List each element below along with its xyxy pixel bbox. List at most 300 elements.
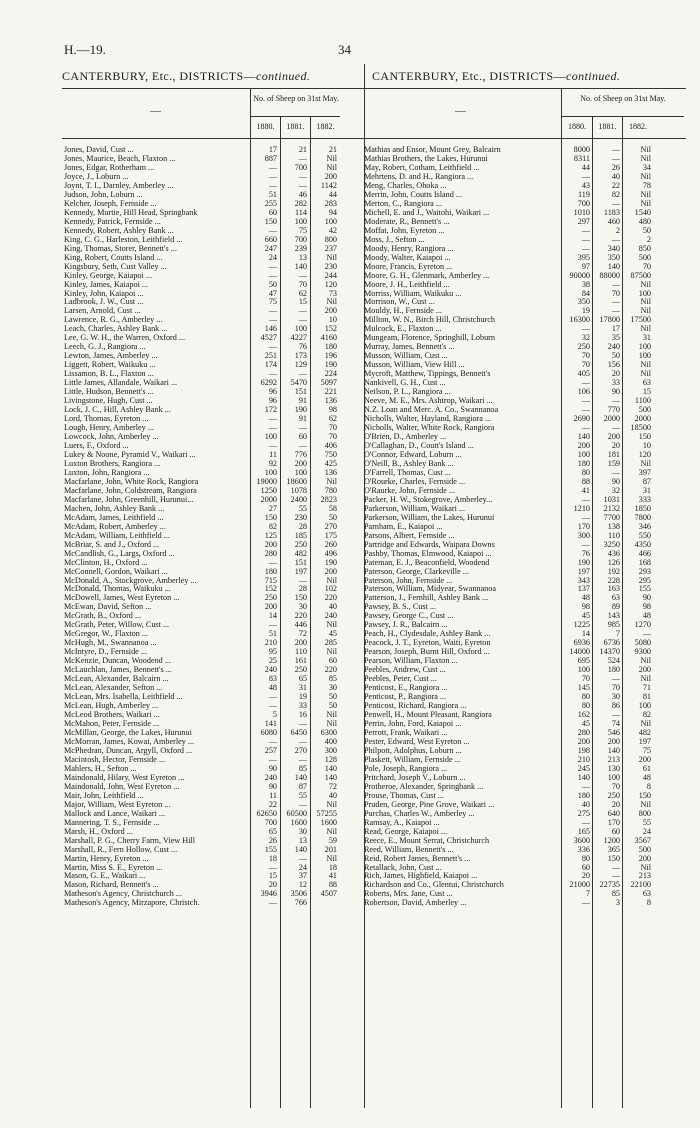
sheep-1881: 60 — [298, 432, 307, 441]
page-number: 34 — [338, 42, 351, 57]
table-row — [64, 584, 364, 593]
owner-name: Peacock, J. T., Eyreton, Waiti, Eyreton — [364, 638, 491, 648]
owner-name: Musson, William, View Hill ... — [364, 360, 465, 370]
owner-name: McPhedran, Duncan, Argyll, Oxford ... — [64, 745, 193, 755]
sheep-1880: 98 — [581, 602, 590, 612]
sheep-1882: 346 — [638, 521, 651, 531]
sheep-1880: 6080 — [260, 727, 277, 737]
owner-name: Nicholls, Walter, White Rock, Rangiora — [364, 423, 495, 433]
sheep-1882: 1850 — [634, 503, 651, 513]
sheep-1881: 24 — [298, 862, 307, 872]
sheep-1882: 780 — [324, 485, 337, 495]
table-row — [364, 199, 684, 208]
sheep-1880: 75 — [268, 297, 277, 307]
sheep-1882: 30 — [328, 683, 337, 693]
owner-name: Jones, Edgar, Rotherham ... — [64, 162, 155, 172]
owner-name: Nicholls, Walter, Hayland, Rangiora ... — [364, 414, 492, 424]
owner-name: Parkerson, William, the Lakes, Hurunui — [364, 512, 495, 522]
owner-name: Macintosh, Hector, Fernside ... — [64, 754, 166, 764]
sheep-1880: 146 — [264, 324, 277, 334]
sheep-1880: 3946 — [260, 889, 277, 899]
sheep-1880: 14 — [581, 629, 590, 639]
table-row — [364, 333, 684, 342]
owner-name: Parkerson, William, Waikari ... — [364, 503, 466, 513]
sheep-1882: Nil — [640, 324, 651, 334]
sheep-1880: 44 — [581, 162, 590, 172]
sheep-1881: 75 — [298, 225, 307, 235]
page-reference: H.—19. — [64, 42, 106, 57]
table-row — [64, 459, 364, 468]
sheep-1882: 70 — [642, 261, 651, 271]
table-row — [364, 593, 684, 602]
sheep-1880: 172 — [264, 405, 277, 415]
sheep-1880: — — [268, 440, 277, 450]
table-row — [364, 558, 684, 567]
sheep-1880: 190 — [577, 557, 590, 567]
sheep-1880: 60 — [268, 207, 277, 217]
sheep-1881: 46 — [298, 189, 307, 199]
right-year-1882: 1882. — [629, 122, 647, 131]
table-row — [64, 558, 364, 567]
sheep-1882: 201 — [324, 844, 337, 854]
sheep-1881: — — [611, 279, 620, 289]
sheep-1882: Nil — [640, 145, 651, 154]
owner-name: McLauchlan, James, Bennett's ... — [64, 665, 172, 675]
sheep-1882: Nil — [326, 476, 337, 486]
owner-name: Morrison, W., Cust ... — [364, 297, 435, 307]
sheep-1881: 200 — [607, 736, 620, 746]
sheep-1882: 120 — [638, 449, 651, 459]
sheep-1880: — — [581, 898, 590, 908]
sheep-1881: 230 — [294, 512, 307, 522]
sheep-1882: 230 — [324, 261, 337, 271]
owner-name: Lewton, James, Amberley ... — [64, 351, 158, 361]
owner-name: O'Farrell, Thomas, Cust ... — [364, 467, 451, 477]
sheep-1880: 695 — [577, 656, 590, 666]
owner-name: Kinley, George, Kaiapoi ... — [64, 270, 152, 280]
sheep-1882: 140 — [324, 763, 337, 773]
sheep-1880: 90000 — [569, 270, 590, 280]
sheep-1880: — — [268, 342, 277, 352]
sheep-1882: 136 — [324, 396, 337, 406]
owner-name: Kinley, James, Kaiapoi ... — [64, 279, 149, 289]
table-row — [64, 889, 364, 898]
table-row — [364, 351, 684, 360]
sheep-1881: 129 — [294, 360, 307, 370]
table-row — [64, 773, 364, 782]
table-row — [64, 208, 364, 217]
sheep-1881: — — [298, 306, 307, 316]
owner-name: Morriss, William, Waikuku ... — [364, 288, 462, 298]
sheep-1880: 145 — [577, 683, 590, 693]
owner-name: Robertson, David, Amberley ... — [364, 898, 467, 908]
sheep-1881: 130 — [607, 763, 620, 773]
owner-name: Mallock and Lance, Waikari ... — [64, 808, 166, 818]
table-row — [64, 827, 364, 836]
sheep-1881: 250 — [294, 665, 307, 675]
owner-name: King, Thomas, Storer, Bennett's ... — [64, 243, 177, 253]
sheep-1881: 1600 — [290, 817, 307, 827]
sheep-1880: 80 — [581, 853, 590, 863]
sheep-1880: 32 — [581, 333, 590, 343]
sheep-1881: 90 — [611, 387, 620, 397]
sheep-1880: 300 — [577, 530, 590, 540]
owner-name: Packer, H. W., Stokegrove, Amberley... — [364, 494, 493, 504]
owner-name: Martin, Henry, Eyreton ... — [64, 853, 149, 863]
owner-name: Ladbrook, J. W., Cust ... — [64, 297, 144, 307]
owner-name: Roberts, Mrs. Jane, Cust ... — [364, 889, 453, 899]
sheep-1880: 245 — [577, 763, 590, 773]
table-row — [64, 172, 364, 181]
sheep-1881: 82 — [611, 189, 620, 199]
sheep-1880: 1010 — [573, 207, 590, 217]
sheep-1881: 70 — [611, 683, 620, 693]
owner-name: McIntyre, D., Fernside ... — [64, 647, 147, 657]
table-row — [64, 423, 364, 432]
sheep-1880: 100 — [264, 467, 277, 477]
right-name-header: — — [455, 105, 466, 117]
owner-name: Lissamon, B. L., Flaxton ... — [64, 369, 154, 379]
sheep-1882: 59 — [328, 835, 337, 845]
table-row — [364, 405, 684, 414]
sheep-1882: 293 — [638, 566, 651, 576]
table-row — [64, 656, 364, 665]
sheep-1880: 2690 — [573, 414, 590, 424]
right-year-1881: 1881. — [598, 122, 617, 131]
table-row — [364, 181, 684, 190]
sheep-1882: 550 — [638, 530, 651, 540]
table-row — [364, 432, 684, 441]
owner-name: Retallack, John, Cust ... — [364, 862, 442, 872]
sheep-1880: 100 — [577, 449, 590, 459]
table-row — [364, 701, 684, 710]
sheep-1882: 750 — [324, 449, 337, 459]
sheep-1881: 700 — [294, 234, 307, 244]
sheep-1881: 21 — [298, 145, 307, 154]
table-row — [64, 692, 364, 701]
sheep-1880: — — [268, 225, 277, 235]
sheep-1880: 43 — [581, 180, 590, 190]
sheep-1881: 3506 — [290, 889, 307, 899]
sheep-1880: 170 — [577, 521, 590, 531]
sheep-1880: 257 — [264, 745, 277, 755]
owner-name: May, Robert, Cotham, Leithfield ... — [364, 162, 480, 172]
sheep-1881: 1183 — [603, 207, 620, 217]
table-row — [64, 531, 364, 540]
owner-name: Pashby, Thomas, Elmwood, Kaiapoi ... — [364, 548, 492, 558]
sheep-1880: 82 — [268, 521, 277, 531]
sheep-1882: 168 — [638, 557, 651, 567]
sheep-1880: 165 — [577, 826, 590, 836]
sheep-1881: 35 — [611, 333, 620, 343]
table-row — [64, 701, 364, 710]
sheep-1881: 87 — [298, 781, 307, 791]
table-row — [364, 728, 684, 737]
table-row — [364, 647, 684, 656]
table-row — [364, 235, 684, 244]
sheep-1882: 295 — [638, 575, 651, 585]
sheep-1880: 27 — [268, 503, 277, 513]
sheep-1880: 660 — [264, 234, 277, 244]
sheep-1881: 446 — [294, 620, 307, 630]
left-column-title — [62, 69, 310, 84]
table-row — [64, 414, 364, 423]
sheep-1882: 55 — [642, 817, 651, 827]
table-row — [364, 602, 684, 611]
sheep-1881: — — [298, 270, 307, 280]
sheep-1881: — — [611, 674, 620, 684]
sheep-1882: 100 — [638, 342, 651, 352]
table-row — [64, 378, 364, 387]
table-row — [64, 432, 364, 441]
sheep-1880: 88 — [581, 476, 590, 486]
table-row — [64, 297, 364, 306]
sheep-1880: 80 — [581, 467, 590, 477]
sheep-1881: 86 — [611, 701, 620, 711]
sheep-1882: 175 — [324, 530, 337, 540]
sheep-1882: Nil — [640, 369, 651, 379]
owner-name: O'Brien, D., Amberley ... — [364, 432, 447, 441]
table-row — [64, 181, 364, 190]
table-row — [364, 854, 684, 863]
table-row — [64, 800, 364, 809]
left-title-main: CANTERBURY, Etc., DISTRICTS— — [62, 69, 256, 83]
sheep-1880: — — [581, 817, 590, 827]
sheep-1880: 16300 — [569, 315, 590, 325]
table-row — [64, 468, 364, 477]
left-years-rule — [250, 116, 340, 117]
sheep-1881: 766 — [294, 898, 307, 908]
sheep-1881: 100 — [294, 216, 307, 226]
owner-name: Lowcock, John, Amberley ... — [64, 432, 159, 441]
sheep-1881: 150 — [607, 853, 620, 863]
sheep-1880: 90 — [268, 781, 277, 791]
sheep-1881: 250 — [607, 790, 620, 800]
sheep-1882: Nil — [640, 674, 651, 684]
sheep-1881: 90 — [611, 476, 620, 486]
owner-name: Patterson, J., Fernhill, Ashley Bank ... — [364, 593, 489, 603]
sheep-1881: — — [611, 306, 620, 316]
sheep-1880: — — [268, 369, 277, 379]
table-row — [64, 728, 364, 737]
sheep-1882: Nil — [326, 719, 337, 728]
owner-name: Pearson, William, Flaxton ... — [364, 656, 458, 666]
sheep-1880: — — [268, 180, 277, 190]
owner-name: McMahon, Peter, Fernside ... — [64, 719, 160, 728]
sheep-1881: 163 — [607, 584, 620, 594]
sheep-1882: 150 — [638, 790, 651, 800]
sheep-1880: — — [268, 898, 277, 908]
sheep-1881: 250 — [294, 539, 307, 549]
sheep-1881: 365 — [607, 844, 620, 854]
sheep-1880: 26 — [268, 835, 277, 845]
sheep-1881: 22 — [611, 180, 620, 190]
sheep-1880: 25 — [268, 656, 277, 666]
sheep-1880: — — [581, 494, 590, 504]
sheep-1881: 62 — [298, 288, 307, 298]
sheep-1880: 80 — [581, 692, 590, 702]
sheep-1881: 239 — [294, 243, 307, 253]
owner-name: Parsons, Albert, Fernside ... — [364, 530, 455, 540]
sheep-1882: 63 — [642, 378, 651, 388]
sheep-1880: 280 — [577, 727, 590, 737]
sheep-1882: 82 — [642, 710, 651, 720]
sheep-1882: 40 — [328, 790, 337, 800]
sheep-1880: 20 — [581, 871, 590, 881]
sheep-1881: 33 — [298, 701, 307, 711]
sheep-1881: 20 — [611, 440, 620, 450]
owner-name: Marshall, R., Fern Hollow, Cust ... — [64, 844, 178, 854]
table-row — [64, 199, 364, 208]
sheep-1881: — — [611, 145, 620, 154]
sheep-1881: 776 — [294, 449, 307, 459]
sheep-1880: — — [268, 261, 277, 271]
right-title-main: CANTERBURY, Etc., DISTRICTS— — [372, 69, 566, 83]
owner-name: Merton, C., Rangiora ... — [364, 198, 442, 208]
sheep-1881: 228 — [607, 575, 620, 585]
owner-name: Moffat, John, Eyreton ... — [364, 225, 445, 235]
sheep-1881: 6450 — [290, 727, 307, 737]
sheep-1881: 14370 — [599, 647, 620, 657]
sheep-1882: 800 — [324, 234, 337, 244]
table-row — [364, 253, 684, 262]
sheep-1882: 136 — [324, 467, 337, 477]
sheep-1882: 1540 — [634, 207, 651, 217]
table-row — [364, 845, 684, 854]
sheep-1882: 2 — [646, 234, 651, 244]
sheep-1882: 48 — [642, 772, 651, 782]
sheep-1882: Nil — [640, 279, 651, 289]
owner-name: Richardson and Co., Glentui, Christchurch — [364, 880, 504, 890]
table-row — [364, 746, 684, 755]
owner-name: Parnham, E., Kaiapoi ... — [364, 521, 443, 531]
sheep-1880: — — [268, 557, 277, 567]
sheep-1880: 17 — [268, 145, 277, 154]
owner-name: Mannering, T. S., Fernside ... — [64, 817, 160, 827]
table-row — [64, 522, 364, 531]
sheep-1882: 100 — [638, 701, 651, 711]
table-row — [364, 576, 684, 585]
owner-name: Paterson, William, Midyear, Swannanoa — [364, 584, 496, 594]
table-row — [364, 495, 684, 504]
sheep-1882: 200 — [324, 171, 337, 181]
owner-name: Machen, John, Ashley Bank ... — [64, 503, 165, 513]
owner-name: McMillan, George, the Lakes, Hurunui — [64, 727, 192, 737]
table-row — [64, 154, 364, 163]
sheep-1882: 400 — [324, 736, 337, 746]
table-row — [64, 495, 364, 504]
table-row — [364, 782, 684, 791]
sheep-1881: — — [611, 198, 620, 208]
table-row — [364, 369, 684, 378]
sheep-1882: 48 — [642, 611, 651, 621]
sheep-1880: — — [581, 423, 590, 433]
sheep-1880: — — [268, 754, 277, 764]
sheep-1880: 180 — [577, 790, 590, 800]
owner-name: McLean, Alexander, Balcairn ... — [64, 674, 169, 684]
sheep-1881: 140 — [294, 772, 307, 782]
sheep-1881: 50 — [611, 351, 620, 361]
table-row — [64, 871, 364, 880]
sheep-1880: 700 — [264, 817, 277, 827]
table-row — [64, 396, 364, 405]
sheep-1882: 500 — [638, 844, 651, 854]
table-row — [364, 360, 684, 369]
right-column-title — [372, 69, 620, 84]
sheep-1880: 200 — [577, 736, 590, 746]
owner-name: McGrath, Peter, Willow, Cust ... — [64, 620, 170, 630]
table-row — [64, 647, 364, 656]
table-row — [364, 387, 684, 396]
sheep-1880: 297 — [577, 216, 590, 226]
sheep-1882: 200 — [324, 566, 337, 576]
sheep-1880: 19 — [581, 306, 590, 316]
sheep-1881: 7 — [615, 629, 620, 639]
sheep-1882: Nil — [640, 153, 651, 163]
owner-name: Neilson, P. L., Rangiora ... — [364, 387, 451, 397]
sheep-1880: 343 — [577, 575, 590, 585]
owner-name: Pruden, George, Pine Grove, Waikari ... — [364, 799, 495, 809]
owner-name: Kennedy, Murtie, Hill Head, Springbank — [64, 207, 198, 217]
table-row — [64, 764, 364, 773]
sheep-1882: 22100 — [630, 880, 651, 890]
owner-name: Lough, Henry, Amberley ... — [64, 423, 154, 433]
table-row — [364, 486, 684, 495]
sheep-1882: 9300 — [634, 647, 651, 657]
sheep-1882: 800 — [638, 808, 651, 818]
sheep-1881: 31 — [298, 683, 307, 693]
sheep-1882: 71 — [642, 683, 651, 693]
table-row — [64, 746, 364, 755]
sheep-1882: — — [642, 629, 651, 639]
sheep-1880: 70 — [581, 351, 590, 361]
sheep-1880: 8311 — [573, 153, 590, 163]
sheep-1880: 62650 — [256, 808, 277, 818]
owner-name: Mehrtens, D. and H., Rangiora ... — [364, 171, 474, 181]
sheep-1881: 159 — [607, 458, 620, 468]
owner-name: McAdam, William, Leithfield ... — [64, 530, 170, 540]
table-row — [64, 791, 364, 800]
sheep-1881: 2132 — [603, 503, 620, 513]
sheep-1881: 32 — [611, 485, 620, 495]
sheep-1882: 150 — [638, 432, 651, 441]
sheep-1880: 5 — [272, 710, 277, 720]
owner-name: Pester, Edward, West Eyreton ... — [364, 736, 470, 746]
owner-name: Mycroft, Matthew, Tippings, Bennett's — [364, 369, 491, 379]
sheep-1882: 240 — [324, 611, 337, 621]
sheep-1881: — — [298, 180, 307, 190]
sheep-1881: 1200 — [603, 835, 620, 845]
sheep-1881: 524 — [607, 656, 620, 666]
sheep-1882: 200 — [638, 665, 651, 675]
sheep-1880: 715 — [264, 575, 277, 585]
sheep-1880: 275 — [577, 808, 590, 818]
sheep-1882: 2823 — [320, 494, 337, 504]
sheep-1882: 1600 — [320, 817, 337, 827]
table-row — [64, 683, 364, 692]
sheep-1880: — — [268, 162, 277, 172]
table-row — [364, 755, 684, 764]
owner-name: O'Rourke, Charles, Fernside ... — [364, 476, 466, 486]
table-row — [364, 791, 684, 800]
owner-name: O'Connor, Edward, Loburn ... — [364, 449, 462, 459]
right-sheep-header: No. of Sheep on 31st May. — [580, 94, 666, 103]
sheep-1882: 500 — [638, 252, 651, 262]
sheep-1880: 155 — [264, 844, 277, 854]
sheep-1882: 87500 — [630, 270, 651, 280]
owner-name: Luxton Brothers, Rangiora ... — [64, 458, 161, 468]
sheep-1881: 7700 — [603, 512, 620, 522]
